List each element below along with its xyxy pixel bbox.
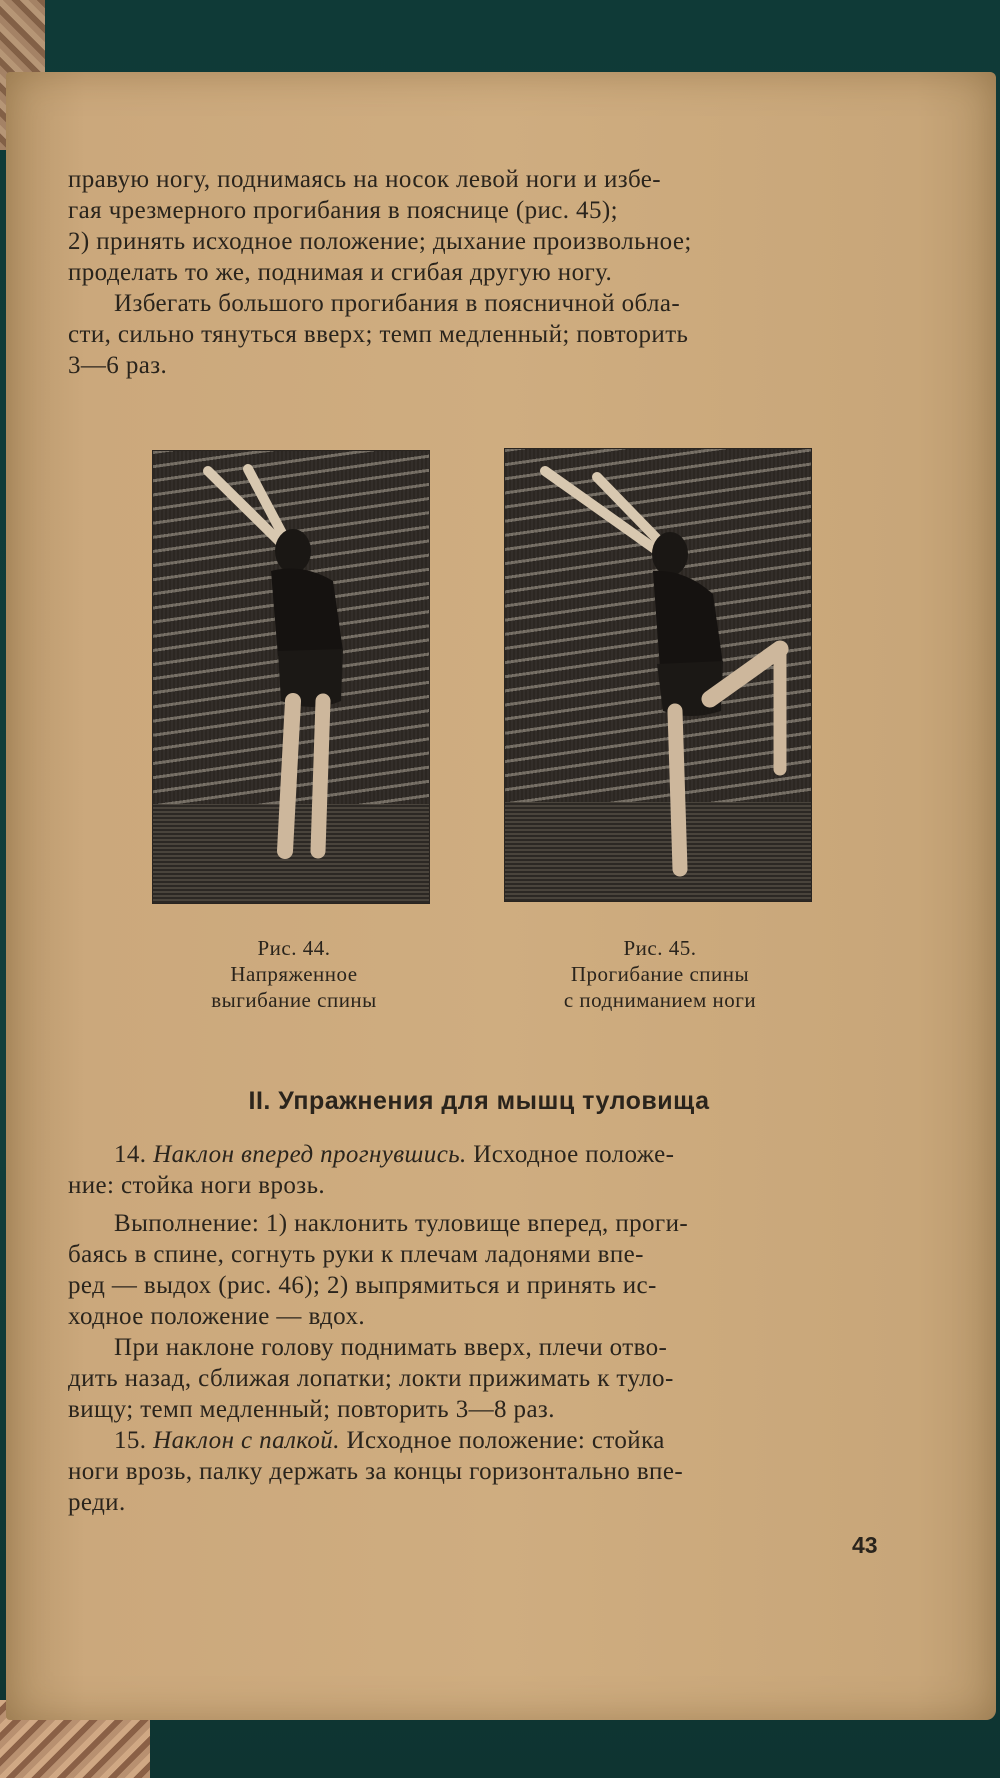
figure-number: Рис. 45. — [623, 936, 697, 960]
exercise-name: Наклон с палкой. — [153, 1427, 340, 1454]
text-line: ние: стойка ноги врозь. — [68, 1172, 326, 1199]
caption-line: Напряженное — [230, 962, 358, 986]
text-line: ноги врозь, палку держать за концы горизонтально впе- — [68, 1458, 684, 1485]
exercise-14-note — [68, 1332, 890, 1425]
figure-number: Рис. 44. — [257, 936, 331, 960]
figure-44-photo — [152, 450, 430, 904]
exercise-14 — [68, 1139, 890, 1201]
caption-line: выгибание спины — [211, 988, 377, 1012]
section-heading: II. Упражнения для мышц туловища — [248, 1087, 710, 1115]
text-line: Выполнение: 1) наклонить туловище вперед, проги- — [114, 1210, 689, 1237]
text-line: дить назад, сближая лопатки; локти прижимать к туло- — [68, 1365, 674, 1392]
page-number: 43 — [852, 1532, 878, 1558]
text-fragment: Исходное положение: стойка — [346, 1427, 665, 1454]
text-line: гая чрезмерного прогибания в пояснице (рис. 45); — [68, 197, 618, 224]
caption-line: с подниманием ноги — [563, 988, 757, 1012]
exercise-name: Наклон вперед прогнувшись. — [153, 1141, 467, 1168]
book-page — [6, 72, 996, 1720]
woman-standing-figure — [153, 451, 429, 903]
figure-45-caption — [530, 935, 790, 1013]
text-line — [68, 1139, 890, 1170]
exercise-15 — [68, 1425, 890, 1518]
text-line: 2) принять исходное положение; дыхание произвольное; — [68, 228, 692, 255]
text-fragment: Исходное положе- — [473, 1141, 675, 1168]
text-line: сти, сильно тянуться вверх; темп медленный; повторить — [68, 321, 689, 348]
exercise-number: 15. — [114, 1427, 147, 1454]
text-line: реди. — [68, 1489, 126, 1516]
text-line: 3—6 раз. — [68, 352, 168, 379]
text-line: правую ногу, поднимаясь на носок левой ноги и избе- — [68, 166, 662, 193]
text-line: баясь в спине, согнуть руки к плечам ладонями впе- — [68, 1241, 644, 1268]
text-line: вищу; темп медленный; повторить 3—8 раз. — [68, 1396, 555, 1423]
paragraph-continuation — [68, 164, 890, 288]
text-line: Избегать большого прогибания в поясничной обла- — [114, 290, 681, 317]
text-line: ходное положение — вдох. — [68, 1303, 366, 1330]
text-line — [68, 1425, 890, 1456]
exercise-14-execution — [68, 1208, 890, 1332]
figure-44-caption — [174, 935, 414, 1013]
text-line: проделать то же, поднимая и сгибая другую ногу. — [68, 259, 613, 286]
text-line: ред — выдох (рис. 46); 2) выпрямиться и принять ис- — [68, 1272, 657, 1299]
paragraph-instructions — [68, 288, 890, 381]
text-line: При наклоне голову поднимать вверх, плечи отво- — [114, 1334, 668, 1361]
exercise-number: 14. — [114, 1141, 147, 1168]
figure-45-photo — [504, 448, 812, 902]
woman-leg-raised-figure — [505, 449, 811, 901]
caption-line: Прогибание спины — [570, 962, 750, 986]
